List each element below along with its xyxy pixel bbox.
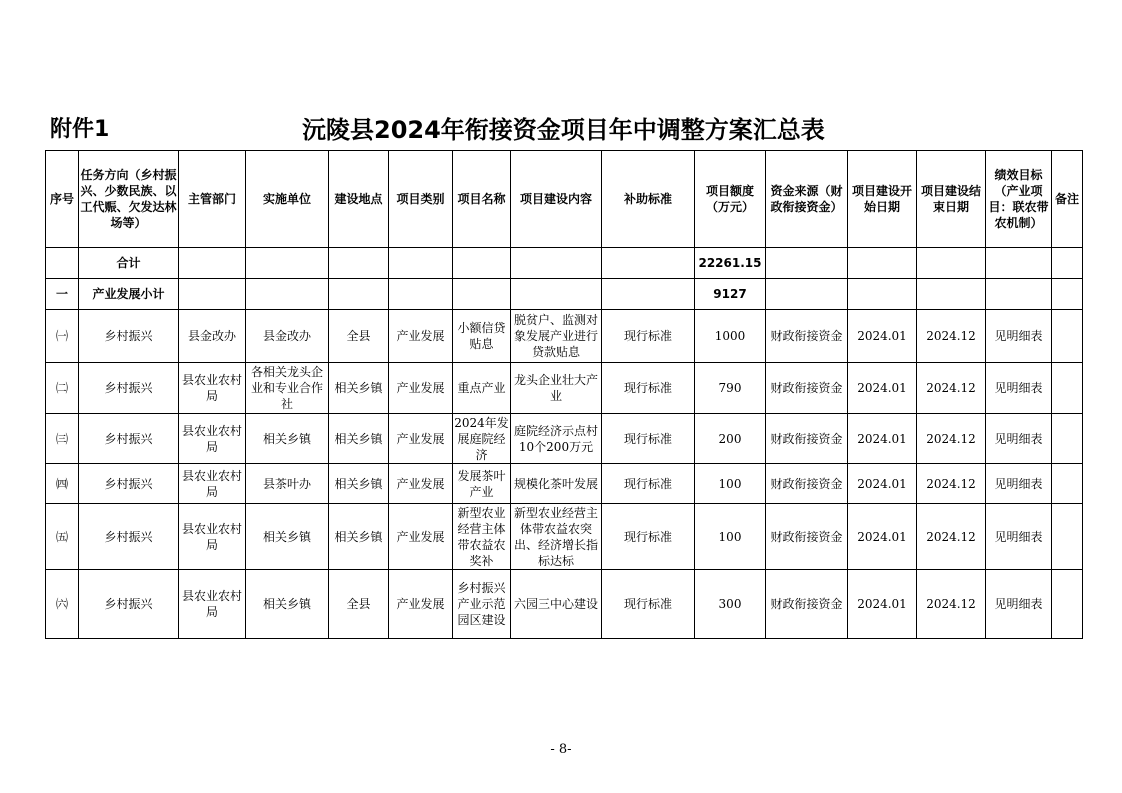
row-start: 2024.01 — [848, 504, 917, 570]
table-row — [46, 570, 1083, 639]
col-header-start: 项目建设开始日期 — [848, 151, 917, 248]
attachment-label: 附件1 — [50, 117, 110, 142]
row-category: 产业发展 — [389, 570, 453, 639]
row-start: 2024.01 — [848, 570, 917, 639]
subtotal-row — [46, 279, 1083, 310]
col-header-content: 项目建设内容 — [511, 151, 602, 248]
row-unit: 相关乡镇 — [246, 570, 329, 639]
row-index: ㈣ — [46, 464, 79, 504]
row-source: 财政衔接资金 — [766, 310, 848, 363]
row-goal: 见明细表 — [986, 570, 1052, 639]
col-header-amount: 项目额度（万元） — [695, 151, 766, 248]
row-dept: 县农业农村局 — [179, 570, 246, 639]
row-content: 庭院经济示点村10个200万元 — [511, 414, 602, 464]
row-amount: 300 — [695, 570, 766, 639]
col-header-location: 建设地点 — [329, 151, 389, 248]
row-note — [1052, 363, 1083, 414]
page-number: - 8- — [550, 742, 572, 757]
row-dept: 县农业农村局 — [179, 363, 246, 414]
table-row — [46, 363, 1083, 414]
row-location: 相关乡镇 — [329, 464, 389, 504]
row-note — [1052, 310, 1083, 363]
row-amount: 1000 — [695, 310, 766, 363]
row-content: 龙头企业壮大产业 — [511, 363, 602, 414]
row-category: 产业发展 — [389, 310, 453, 363]
row-index: ㈥ — [46, 570, 79, 639]
row-name: 乡村振兴产业示范园区建设 — [453, 570, 511, 639]
row-unit: 县茶叶办 — [246, 464, 329, 504]
row-standard: 现行标准 — [602, 414, 695, 464]
row-goal: 见明细表 — [986, 414, 1052, 464]
row-category: 产业发展 — [389, 363, 453, 414]
row-start: 2024.01 — [848, 414, 917, 464]
subtotal-amount: 9127 — [695, 279, 766, 310]
row-unit: 相关乡镇 — [246, 504, 329, 570]
col-header-unit: 实施单位 — [246, 151, 329, 248]
row-note — [1052, 504, 1083, 570]
row-index: ㈢ — [46, 414, 79, 464]
row-note — [1052, 570, 1083, 639]
row-unit: 县金改办 — [246, 310, 329, 363]
row-end: 2024.12 — [917, 414, 986, 464]
row-direction: 乡村振兴 — [79, 570, 179, 639]
row-source: 财政衔接资金 — [766, 504, 848, 570]
row-content: 脱贫户、监测对象发展产业进行贷款贴息 — [511, 310, 602, 363]
row-location: 全县 — [329, 310, 389, 363]
col-header-index: 序号 — [46, 151, 79, 248]
row-goal: 见明细表 — [986, 464, 1052, 504]
row-content: 新型农业经营主体带农益农突出、经济增长指标达标 — [511, 504, 602, 570]
row-index: ㈤ — [46, 504, 79, 570]
row-source: 财政衔接资金 — [766, 570, 848, 639]
row-start: 2024.01 — [848, 363, 917, 414]
row-direction: 乡村振兴 — [79, 363, 179, 414]
row-start: 2024.01 — [848, 464, 917, 504]
row-amount: 100 — [695, 464, 766, 504]
row-standard: 现行标准 — [602, 310, 695, 363]
col-header-note: 备注 — [1052, 151, 1083, 248]
row-source: 财政衔接资金 — [766, 464, 848, 504]
row-name: 发展茶叶产业 — [453, 464, 511, 504]
table-row — [46, 310, 1083, 363]
row-note — [1052, 464, 1083, 504]
row-goal: 见明细表 — [986, 504, 1052, 570]
row-location: 相关乡镇 — [329, 504, 389, 570]
row-start: 2024.01 — [848, 310, 917, 363]
col-header-goal: 绩效目标（产业项目：联农带农机制） — [986, 151, 1052, 248]
col-header-standard: 补助标准 — [602, 151, 695, 248]
row-name: 重点产业 — [453, 363, 511, 414]
row-goal: 见明细表 — [986, 310, 1052, 363]
row-index: ㈠ — [46, 310, 79, 363]
row-category: 产业发展 — [389, 414, 453, 464]
col-header-end: 项目建设结束日期 — [917, 151, 986, 248]
row-name: 新型农业经营主体带农益农奖补 — [453, 504, 511, 570]
total-label: 合计 — [79, 248, 179, 279]
row-dept: 县农业农村局 — [179, 504, 246, 570]
table-row — [46, 504, 1083, 570]
row-direction: 乡村振兴 — [79, 414, 179, 464]
row-index: ㈡ — [46, 363, 79, 414]
row-content: 六园三中心建设 — [511, 570, 602, 639]
row-goal: 见明细表 — [986, 363, 1052, 414]
row-direction: 乡村振兴 — [79, 464, 179, 504]
row-source: 财政衔接资金 — [766, 363, 848, 414]
table-row — [46, 464, 1083, 504]
row-name: 2024年发展庭院经济 — [454, 415, 509, 462]
row-location: 全县 — [329, 570, 389, 639]
row-dept: 县农业农村局 — [179, 414, 246, 464]
total-amount: 22261.15 — [695, 248, 766, 279]
row-end: 2024.12 — [917, 570, 986, 639]
row-standard: 现行标准 — [602, 570, 695, 639]
row-standard: 现行标准 — [602, 464, 695, 504]
row-dept: 县金改办 — [179, 310, 246, 363]
row-amount: 100 — [695, 504, 766, 570]
row-standard: 现行标准 — [602, 504, 695, 570]
row-end: 2024.12 — [917, 363, 986, 414]
col-header-dept: 主管部门 — [179, 151, 246, 248]
table-row — [46, 414, 1083, 464]
row-content: 规模化茶叶发展 — [511, 464, 602, 504]
row-amount: 790 — [695, 363, 766, 414]
row-direction: 乡村振兴 — [79, 504, 179, 570]
page-title: 沅陵县2024年衔接资金项目年中调整方案汇总表 — [302, 116, 825, 144]
col-header-category: 项目类别 — [389, 151, 453, 248]
row-end: 2024.12 — [917, 504, 986, 570]
row-location: 相关乡镇 — [329, 363, 389, 414]
row-direction: 乡村振兴 — [79, 310, 179, 363]
row-category: 产业发展 — [389, 504, 453, 570]
total-row — [46, 248, 1083, 279]
row-standard: 现行标准 — [602, 363, 695, 414]
row-source: 财政衔接资金 — [766, 414, 848, 464]
col-header-direction: 任务方向（乡村振兴、少数民族、以工代赈、欠发达林场等） — [79, 151, 179, 248]
col-header-source: 资金来源（财政衔接资金） — [766, 151, 848, 248]
subtotal-index: 一 — [46, 279, 79, 310]
row-end: 2024.12 — [917, 310, 986, 363]
header-row — [46, 151, 1083, 248]
row-note — [1052, 414, 1083, 464]
row-unit: 相关乡镇 — [246, 414, 329, 464]
row-end: 2024.12 — [917, 464, 986, 504]
col-header-name: 项目名称 — [453, 151, 511, 248]
row-category: 产业发展 — [389, 464, 453, 504]
row-location: 相关乡镇 — [329, 414, 389, 464]
summary-table — [45, 150, 1083, 639]
row-unit: 各相关龙头企业和专业合作社 — [246, 363, 329, 414]
row-dept: 县农业农村局 — [179, 464, 246, 504]
subtotal-label: 产业发展小计 — [79, 279, 179, 310]
row-amount: 200 — [695, 414, 766, 464]
row-name: 小额信贷贴息 — [453, 310, 511, 363]
